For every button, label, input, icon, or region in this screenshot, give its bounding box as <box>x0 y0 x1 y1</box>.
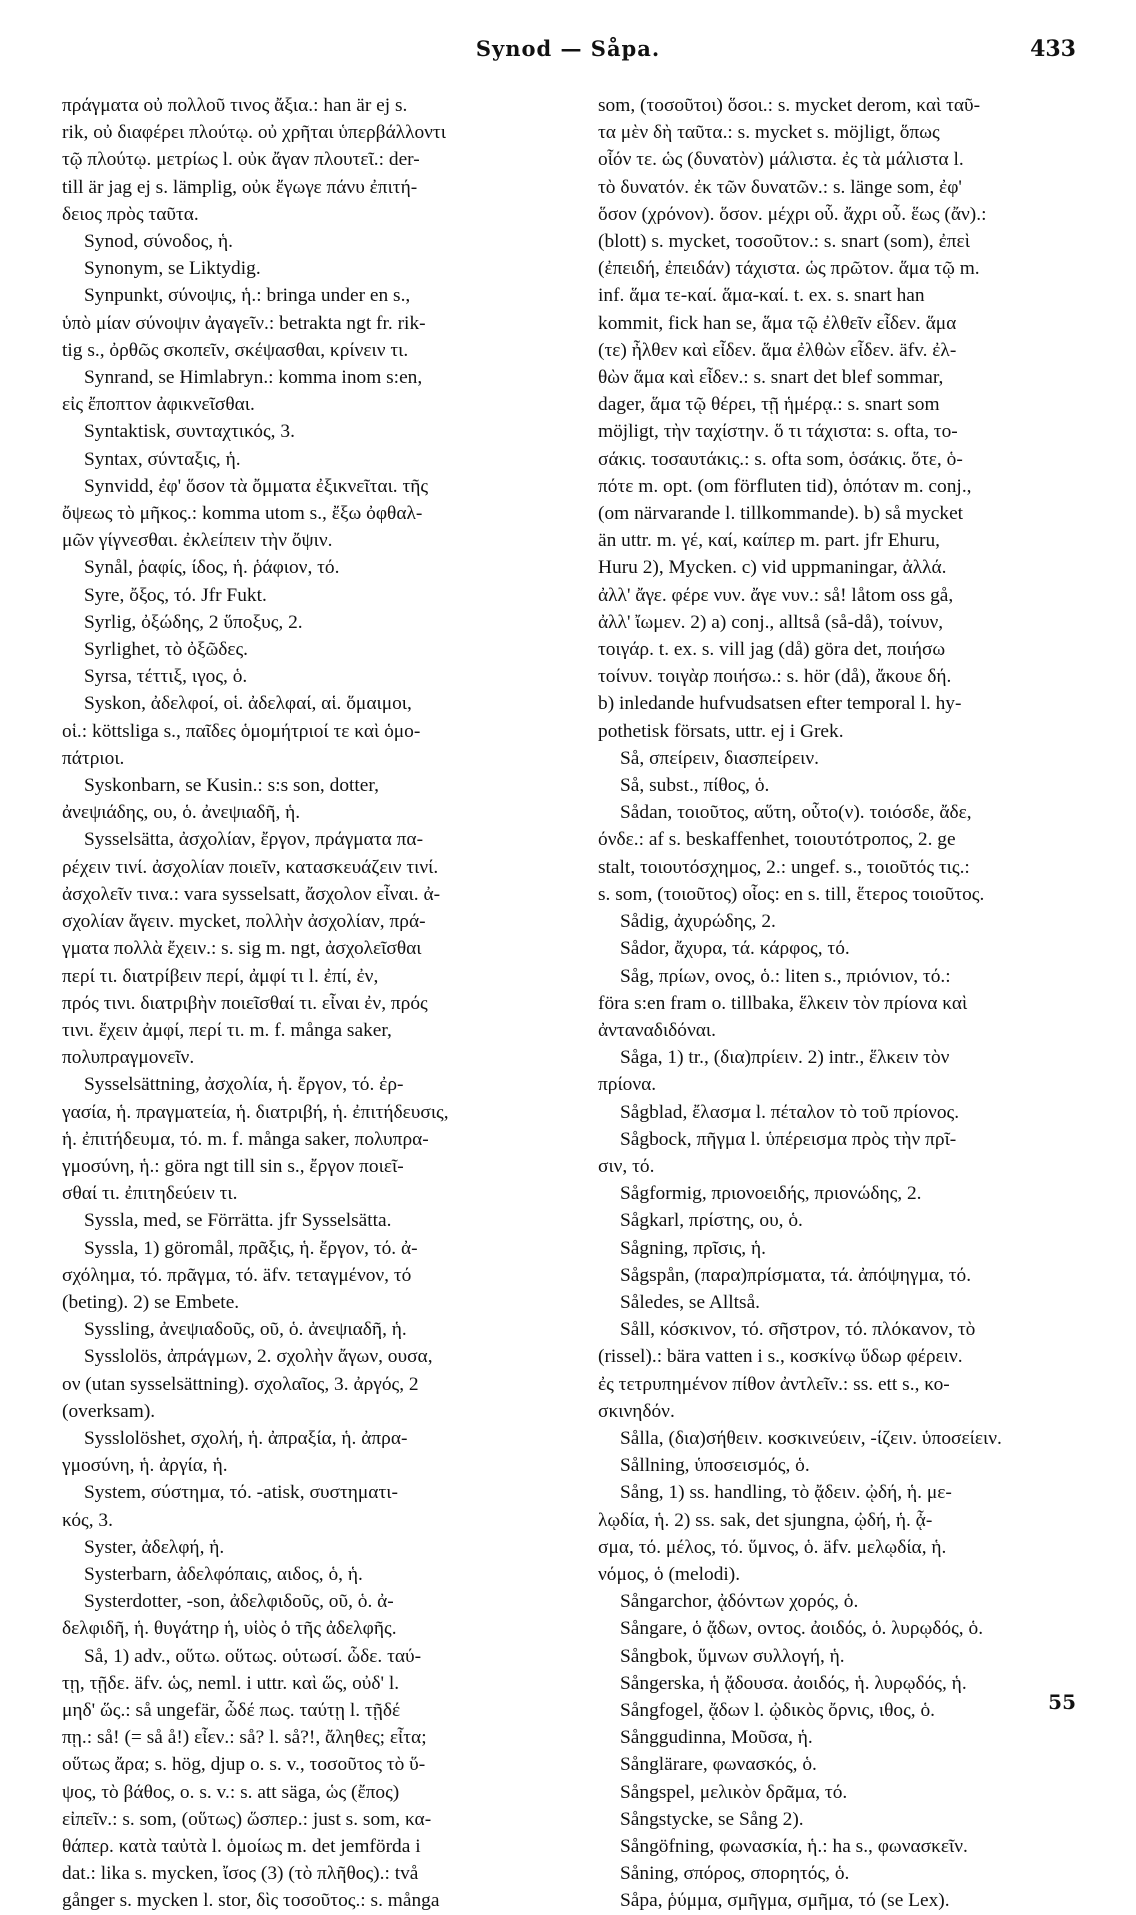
entry-line: Såning, σπόρος, σπορητός, ὁ. <box>620 1863 850 1885</box>
entry-line: Synvidd, ἐφ' ὅσον τὰ ὄμματα ἐξικνεῖται. τῆς <box>84 475 429 497</box>
entry-line: Syntax, σύνταξις, ἡ. <box>84 448 241 470</box>
entry-line: Så, subst., πίθος, ὁ. <box>620 775 770 797</box>
entry-line: Syrsa, τέττιξ, ιγος, ὁ. <box>84 666 248 688</box>
entry-line: σάκις. τοσαυτάκις.: s. ofta som, ὁσάκις. ὅτε, ὁ- <box>598 448 963 470</box>
entry-line: än uttr. m. γέ, καί, καίπερ m. part. jfr Ehuru, <box>598 530 940 552</box>
entry-line: Sålla, (δια)σήθειν. κοσκινεύειν, -ίζειν. ὑποσείειν. <box>620 1427 1002 1449</box>
entry-line: möjligt, τὴν ταχίστην. ὅ τι τάχιστα: s. ofta, το- <box>598 421 958 443</box>
entry-line: ον (utan sysselsättning). σχολαῖος, 3. ἀργός, 2 <box>62 1373 419 1395</box>
entry-line: Sållning, ὑποσεισμός, ὁ. <box>620 1455 810 1477</box>
entry-line: λῳδία, ἡ. 2) ss. sak, det sjungna, ᾠδή, ἡ. ᾆ- <box>598 1509 933 1531</box>
entry-line: πράγματα οὐ πολλοῦ τινος ἄξια.: han är ej s. <box>62 95 408 116</box>
entry-line: Sådig, ἀχυρώδης, 2. <box>620 911 776 933</box>
entry-line: Sångfogel, ᾄδων l. ᾠδικὸς ὄρνις, ιθος, ὁ. <box>620 1699 936 1721</box>
entry-line: (om närvarande l. tillkommande). b) så mycket <box>598 503 964 525</box>
entry-line: dat.: lika s. mycken, ἴσος (3) (τὸ πλῆθος).: två <box>62 1863 419 1885</box>
right-column <box>598 92 1093 1915</box>
entry-line: Syssla, 1) göromål, πρᾶξις, ἡ. ἔργον, τό. ἀ- <box>84 1237 418 1259</box>
entry-line: b) inledande hufvudsatsen efter temporal l. hy- <box>598 693 962 715</box>
page-number: 433 <box>1030 36 1076 62</box>
entry-line: πάτριοι. <box>62 747 125 769</box>
entry-line: σκινηδόν. <box>598 1400 675 1422</box>
entry-line: föra s:en fram o. tillbaka, ἕλκειν τὸν πρίονα καὶ <box>598 992 968 1014</box>
entry-line: Systerdotter, -son, ἀδελφιδοῦς, οῦ, ὁ. ἀ- <box>84 1591 394 1613</box>
entry-line: τα μὲν δὴ ταῦτα.: s. mycket s. möjligt, ὅπως <box>598 122 940 144</box>
entry-line: Syrlighet, τὸ ὀξῶδες. <box>84 639 249 661</box>
entry-line: till är jag ej s. lämplig, οὐκ ἔγωγε πάνυ ἐπιτή- <box>62 176 418 198</box>
entry-line: πρίονα. <box>598 1074 657 1096</box>
entry-line: τῷ πλούτῳ. μετρίως l. οὐκ ἄγαν πλουτεῖ.: der- <box>62 149 420 171</box>
entry-line: Sångspel, μελικὸν δρᾶμα, τό. <box>620 1781 848 1803</box>
entry-line: σχολίαν ἄγειν. mycket, πολλὴν ἀσχολίαν, πρά- <box>62 911 426 933</box>
entry-line: Sångare, ὁ ᾄδων, οντος. ἀοιδός, ὁ. λυρῳδός, ὁ. <box>620 1618 984 1640</box>
entry-line: Så, σπείρειν, διασπείρειν. <box>620 747 819 769</box>
page-header <box>60 36 1076 66</box>
entry-line: Således, se Alltså. <box>620 1291 761 1313</box>
entry-line: ἀνεψιάδης, ου, ὁ. ἀνεψιαδῆ, ἡ. <box>62 802 301 824</box>
entry-line: πότε m. opt. (om förfluten tid), ὁπόταν m. conj., <box>598 475 972 497</box>
entry-line: Sysselsätta, ἀσχολίαν, ἔργον, πράγματα πα- <box>84 829 424 851</box>
entry-line: ὑπὸ μίαν σύνοψιν ἀγαγεῖν.: betrakta ngt fr. rik- <box>62 312 426 334</box>
entry-line: Sånglärare, φωνασκός, ὁ. <box>620 1754 817 1776</box>
entry-line: System, σύστημα, τό. -atisk, συστηματι- <box>84 1482 398 1504</box>
entry-line: περί τι. διατρίβειν περί, ἀμφί τι l. ἐπί, ἐν, <box>62 965 379 987</box>
entry-line: Syssling, ἀνεψιαδοῦς, οῦ, ὁ. ἀνεψιαδῆ, ἡ. <box>84 1319 407 1341</box>
entry-line: (blott) s. mycket, τοσοῦτον.: s. snart (som), ἐπεὶ <box>598 231 970 253</box>
entry-line: Synod, σύνοδος, ἡ. <box>84 231 233 253</box>
entry-line: (rissel).: bära vatten i s., κοσκίνῳ ὕδωρ φέρειν. <box>598 1346 963 1368</box>
entry-line: Syssla, med, se Förrätta. jfr Sysselsätta. <box>84 1210 392 1232</box>
entry-line: γμοσύνη, ἡ. ἀργία, ἡ. <box>62 1455 228 1477</box>
entry-line: Syskonbarn, se Kusin.: s:s son, dotter, <box>84 775 379 797</box>
entry-line: dager, ἅμα τῷ θέρει, τῇ ἡμέρᾳ.: s. snart som <box>598 394 940 416</box>
entry-line: Sångerska, ἡ ᾄδουσα. ἀοιδός, ἡ. λυρῳδός, ἡ. <box>620 1672 967 1694</box>
entry-line: ἐς τετρυπημένον πίθον ἀντλεῖν.: ss. ett s., κο- <box>598 1373 950 1395</box>
entry-line: τοιγάρ. t. ex. s. vill jag (då) göra det, ποιήσω <box>598 639 946 661</box>
entry-line: οὕτως ἄρα; s. hög, djup o. s. v., τοσοῦτος τὸ ὕ- <box>62 1754 426 1776</box>
entry-line: σιν, τό. <box>598 1155 655 1177</box>
entry-line: Syntaktisk, συνταχτικός, 3. <box>84 421 295 443</box>
entry-line: γασία, ἡ. πραγματεία, ἡ. διατριβή, ἡ. ἐπιτήδευσις, <box>62 1101 449 1123</box>
running-title: Synod — Såpa. <box>475 36 661 61</box>
entry-line: εἰς ἔποπτον ἀφικνεῖσθαι. <box>62 394 255 416</box>
entry-line: Sång, 1) ss. handling, τὸ ᾄδειν. ᾠδή, ἡ. με- <box>620 1482 952 1504</box>
entry-line: Sådan, τοιοῦτος, αὕτη, οὗτο(ν). τοιόσδε, ἄδε, <box>620 802 972 824</box>
entry-line: Synonym, se Liktydig. <box>84 258 261 280</box>
entry-line: Så, 1) adv., οὕτω. οὕτως. οὑτωσί. ὧδε. ταύ- <box>84 1645 422 1667</box>
entry-line: θὼν ἅμα καὶ εἶδεν.: s. snart det blef sommar, <box>598 367 944 389</box>
entry-line: Huru 2), Mycken. c) vid uppmaningar, ἀλλά. <box>598 557 947 579</box>
entry-line: Sågspån, (παρα)πρίσματα, τά. ἀπόψηγμα, τό. <box>620 1264 972 1286</box>
entry-line: τῃ, τῇδε. äfv. ὡς, neml. i uttr. καὶ ὥς, οὐδ' l. <box>62 1672 400 1694</box>
entry-line: Såll, κόσκινον, τό. σῆστρον, τό. πλόκανον, τὸ <box>620 1319 976 1341</box>
entry-line: θάπερ. κατὰ ταὐτὰ l. ὁμοίως m. det jemförda i <box>62 1836 421 1857</box>
entry-line: Synrand, se Himlabryn.: komma inom s:en, <box>84 367 423 389</box>
entry-line: pothetisk försats, uttr. ej i Grek. <box>598 720 844 742</box>
entry-line: ὅσον (χρόνον). ὅσον. μέχρι οὗ. ἄχρι οὗ. ἕως (ἄν).: <box>598 203 987 225</box>
entry-line: Sångöfning, φωνασκία, ἡ.: ha s., φωνασκεῖν. <box>620 1836 968 1857</box>
entry-line: s. som, (τοιοῦτος) οἷος: en s. till, ἕτερος τοιοῦτος. <box>598 883 985 905</box>
entry-line: (overksam). <box>62 1400 156 1422</box>
entry-line: som, (τοσοῦτοι) ὅσοι.: s. mycket derom, καὶ ταῦ- <box>598 95 981 116</box>
entry-line: (τε) ἦλθεν καὶ εἶδεν. ἅμα ἐλθὼν εἶδεν. äfv. ἐλ- <box>598 339 957 361</box>
entry-line: Synpunkt, σύνοψις, ἡ.: bringa under en s., <box>84 285 411 307</box>
entry-line: γμοσύνη, ἡ.: göra ngt till sin s., ἔργον ποιεῖ- <box>62 1155 404 1177</box>
entry-line: ψος, τὸ βάθος, o. s. v.: s. att säga, ὡς (ἔπος) <box>62 1781 400 1803</box>
entry-line: γματα πολλὰ ἔχειν.: s. sig m. ngt, ἀσχολεῖσθαι <box>62 938 422 960</box>
entry-line: τὸ δυνατόν. ἐκ τῶν δυνατῶν.: s. länge som, ἐφ' <box>598 176 962 198</box>
entry-line: Sådor, ἄχυρα, τά. κάρφος, τό. <box>620 938 850 960</box>
entry-line: σχόλημα, τό. πρᾶγμα, τό. äfv. τεταγμένον, τό <box>62 1264 412 1286</box>
entry-line: rik, οὐ διαφέρει πλούτῳ. οὐ χρῆται ὑπερβάλλοντι <box>62 122 446 144</box>
left-column <box>62 92 557 1915</box>
entry-line: Syster, ἀδελφή, ἡ. <box>84 1536 225 1558</box>
entry-line: Sågbock, πῆγμα l. ὑπέρεισμα πρὸς τὴν πρῖ- <box>620 1128 957 1150</box>
entry-line: μῶν γίγνεσθαι. ἐκλείπειν τὴν ὄψιν. <box>62 530 333 552</box>
entry-line: τοίνυν. τοιγὰρ ποιήσω.: s. hör (då), ἄκουε δή. <box>598 666 952 688</box>
entry-line: Synål, ῥαφίς, ίδος, ἡ. ῥάφιον, τό. <box>84 557 340 579</box>
entry-line: Sånggudinna, Μοῦσα, ἡ. <box>620 1727 813 1749</box>
entry-line: tig s., ὀρθῶς σκοπεῖν, σκέψασθαι, κρίνειν τι. <box>62 339 409 361</box>
entry-line: ὄψεως τὸ μῆκος.: komma utom s., ἔξω ὀφθαλ- <box>62 503 423 525</box>
entry-line: Sågkarl, πρίστης, ου, ὁ. <box>620 1210 803 1232</box>
entry-line: Sångstycke, se Sång 2). <box>620 1808 804 1830</box>
entry-line: πρός τινι. διατριβὴν ποιεῖσθαί τι. εἶναι ἐν, πρός <box>62 992 428 1014</box>
entry-line: δελφιδῆ, ἡ. θυγάτηρ ἡ, υἱὸς ὁ τῆς ἀδελφῆς. <box>62 1618 397 1640</box>
entry-line: σθαί τι. ἐπιτηδεύειν τι. <box>62 1183 238 1205</box>
entry-line: Sågning, πρῖσις, ἡ. <box>620 1237 766 1259</box>
entry-line: Sysslolös, ἀπράγμων, 2. σχολὴν ἄγων, ουσα, <box>84 1346 433 1368</box>
entry-line: ἀλλ' ἄγε. φέρε νυν. ἄγε νυν.: så! låtom oss gå, <box>598 584 954 606</box>
entry-line: (beting). 2) se Embete. <box>62 1291 240 1313</box>
entry-line: Sångbok, ὕμνων συλλογή, ἡ. <box>620 1645 845 1667</box>
entry-line: πολυπραγμονεῖν. <box>62 1047 195 1069</box>
entry-line: Sågblad, ἔλασμα l. πέταλον τὸ τοῦ πρίονος. <box>620 1101 960 1123</box>
entry-line: Såga, 1) tr., (δια)πρίειν. 2) intr., ἕλκειν τὸν <box>620 1047 950 1069</box>
entry-line: Syrlig, ὀξώδης, 2 ὕποξυς, 2. <box>84 611 303 633</box>
entry-line: Såg, πρίων, ονος, ὁ.: liten s., πριόνιον, τό.: <box>620 965 951 987</box>
entry-line: stalt, τοιουτόσχημος, 2.: ungef. s., τοιοῦτός τις.: <box>598 856 970 878</box>
entry-line: νόμος, ὁ (melodi). <box>598 1563 741 1585</box>
entry-line: σμα, τό. μέλος, τό. ὕμνος, ὁ. äfv. μελῳδία, ἡ. <box>598 1536 947 1558</box>
entry-line: Sångarchor, ᾀδόντων χορός, ὁ. <box>620 1591 859 1613</box>
entry-line: πῃ.: så! (= så å!) εἶεν.: så? l. så?!, ἄληθες; εἶτα; <box>62 1727 427 1749</box>
entry-line: inf. ἅμα τε-καί. ἅμα-καί. t. ex. s. snart han <box>598 285 925 307</box>
entry-line: gånger s. mycken l. stor, δὶς τοσοῦτος.: s. många <box>62 1890 440 1912</box>
entry-line: (ἐπειδή, ἐπειδάν) τάχιστα. ὡς πρῶτον. ἅμα τῷ m. <box>598 258 980 280</box>
entry-line: τινι. ἔχειν ἀμφί, περί τι. m. f. många saker, <box>62 1019 392 1041</box>
entry-line: ἀνταναδιδόναι. <box>598 1019 716 1041</box>
entry-line: μηδ' ὥς.: så ungefär, ὧδέ πως. ταύτῃ l. τῇδέ <box>62 1699 401 1721</box>
entry-line: ἀσχολεῖν τινα.: vara sysselsatt, ἄσχολον εἶναι. ἀ- <box>62 883 441 905</box>
entry-line: κός, 3. <box>62 1509 113 1531</box>
entry-line: Sågformig, πριονοειδής, πριονώδης, 2. <box>620 1183 922 1205</box>
entry-line: ἡ. ἐπιτήδευμα, τό. m. f. många saker, πολυπρα- <box>62 1128 429 1150</box>
entry-line: kommit, fick han se, ἅμα τῷ ἐλθεῖν εἶδεν. ἅμα <box>598 312 957 334</box>
entry-line: ρέχειν τινί. ἀσχολίαν ποιεῖν, κατασκευάζειν τινί. <box>62 856 439 878</box>
entry-line: οἷόν τε. ὡς (δυνατὸν) μάλιστα. ἐς τὰ μάλιστα l. <box>598 149 964 171</box>
signature-mark: 55 <box>1048 1690 1076 1714</box>
entry-line: εἰπεῖν.: s. som, (οὕτως) ὥσπερ.: just s. som, κα- <box>62 1808 432 1830</box>
entry-line: δειος πρὸς ταῦτα. <box>62 203 199 225</box>
entry-line: Sysslolöshet, σχολή, ἡ. ἀπραξία, ἡ. ἀπρα- <box>84 1427 408 1449</box>
entry-line: Systerbarn, ἀδελφόπαις, αιδος, ὁ, ἡ. <box>84 1563 363 1585</box>
entry-line: Sysselsättning, ἀσχολία, ἡ. ἔργον, τό. ἐρ- <box>84 1074 404 1096</box>
entry-line: ἀλλ' ἴωμεν. 2) a) conj., alltså (så-då), τοίνυν, <box>598 611 944 633</box>
entry-line: Syre, ὄξος, τό. Jfr Fukt. <box>84 584 267 606</box>
entry-line: οἱ.: köttsliga s., παῖδες ὁμομήτριοί τε καὶ ὁμο- <box>62 720 421 742</box>
entry-line: όνδε.: af s. beskaffenhet, τοιουτότροπος, 2. ge <box>598 829 956 851</box>
entry-line: Såpa, ῥύμμα, σμῆγμα, σμῆμα, τό (se Lex). <box>620 1890 950 1912</box>
entry-line: Syskon, ἀδελφοί, οἱ. ἀδελφαί, αἱ. ὅμαιμοι, <box>84 693 412 715</box>
